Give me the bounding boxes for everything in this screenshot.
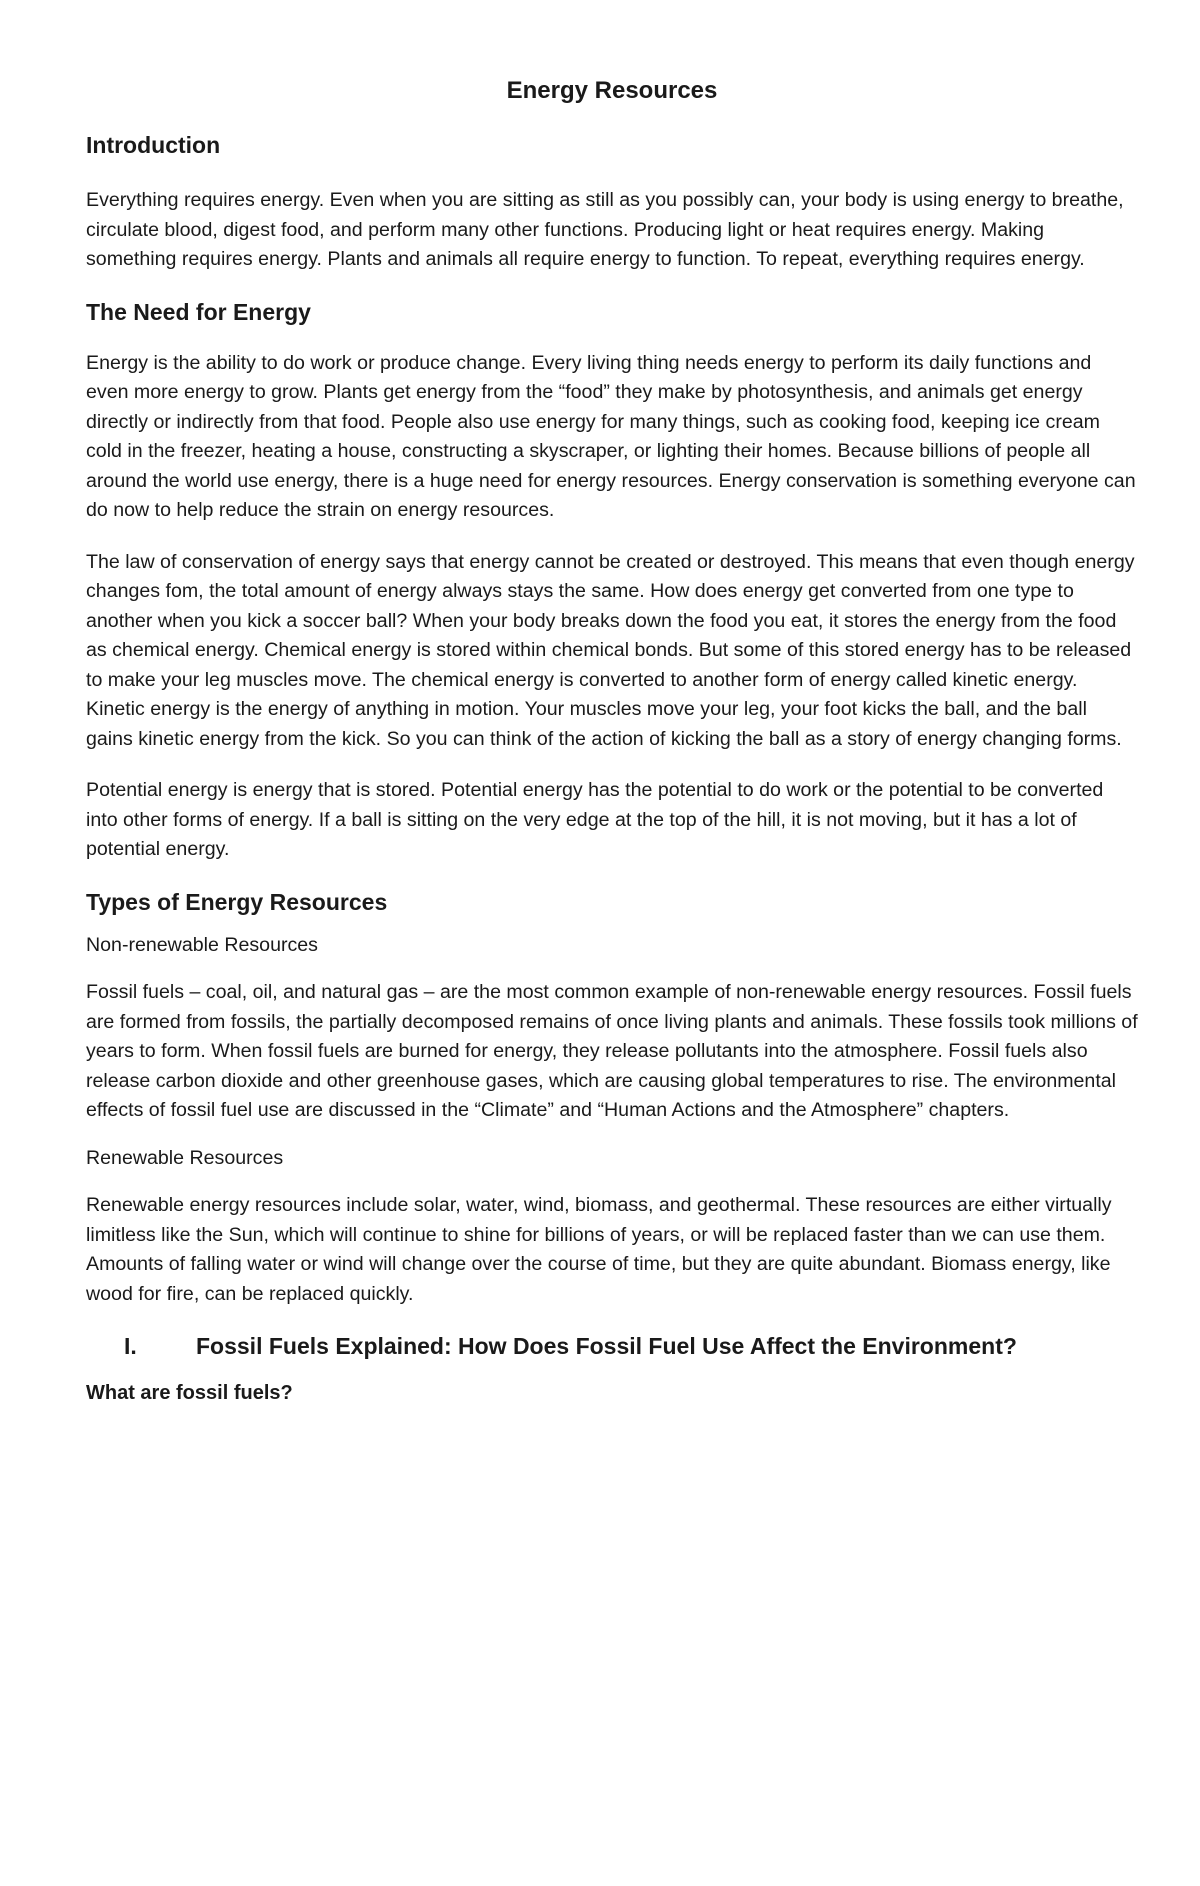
paragraph-introduction: Everything requires energy. Even when you are sitting as still as you possibly can, your body is using energy to breathe, circulate blood, digest food, and perform many other functions. Producing light or heat requires energy. Making something requires energy. Plants and animals all require energy to function. To repeat, everything requires energy.	[86, 189, 1124, 270]
paragraph-potential-energy: Potential energy is energy that is stored. Potential energy has the potential to do work or the potential to be converted into other forms of energy. If a ball is sitting on the very edge at the top of the hill, it is not moving, but it has a lot of potential energy.	[86, 779, 1104, 860]
heading-types-of-energy: Types of Energy Resources	[86, 888, 388, 915]
question-what-are-fossil-fuels: What are fossil fuels?	[86, 1382, 293, 1404]
paragraph-conservation-law: The law of conservation of energy says that energy cannot be created or destroyed. This means that even though energy changes fom, the total amount of energy always stays the same. How does energy get converted from one type to another when you kick a soccer ball? When your body breaks down the food you eat, it stores the energy from the food as chemical energy. Chemical energy is stored within chemical bonds. But some of this stored energy has to be released to make your leg muscles move. The chemical energy is converted to another form of energy called kinetic energy. Kinetic energy is the energy of anything in motion. Your muscles move your leg, your foot kicks the ball, and the ball gains kinetic energy from the kick. So you can think of the action of kicking the ball as a story of energy changing forms.	[86, 550, 1135, 750]
subheading-nonrenewable: Non-renewable Resources	[86, 933, 318, 956]
list-number: I.	[124, 1333, 137, 1359]
document-body	[86, 76, 1138, 1408]
numbered-heading-fossil-fuels	[86, 1331, 1138, 1361]
subheading-renewable: Renewable Resources	[86, 1146, 284, 1169]
heading-need-for-energy: The Need for Energy	[86, 298, 311, 325]
heading-fossil-fuels: Fossil Fuels Explained: How Does Fossil Fuel Use Affect the Environment?	[196, 1333, 1017, 1359]
document-title: Energy Resources	[506, 77, 718, 104]
paragraph-nonrenewable: Fossil fuels – coal, oil, and natural gas – are the most common example of non-renewable energy resources. Fossil fuels are formed from fossils, the partially decomposed remains of once living plants and animals. These fossils took millions of years to form. When fossil fuels are burned for energy, they release pollutants into the atmosphere. Fossil fuels also release carbon dioxide and other greenhouse gases, which are causing global temperatures to rise. The environmental effects of fossil fuel use are discussed in the “Climate” and “Human Actions and the Atmosphere” chapters.	[86, 981, 1138, 1121]
heading-introduction: Introduction	[86, 132, 221, 158]
paragraph-renewable: Renewable energy resources include solar, water, wind, biomass, and geothermal. These resources are either virtually limitless like the Sun, which will continue to shine for billions of years, or will be replaced faster than we can use them. Amounts of falling water or wind will change over the course of time, but they are quite abundant. Biomass energy, like wood for fire, can be replaced quickly.	[86, 1194, 1112, 1305]
paragraph-energy-definition: Energy is the ability to do work or produce change. Every living thing needs energy to perform its daily functions and even more energy to grow. Plants get energy from the “food” they make by photosynthesis, and animals get energy directly or indirectly from that food. People also use energy for many things, such as cooking food, keeping ice cream cold in the freezer, heating a house, constructing a skyscraper, or lighting their homes. Because billions of people all around the world use energy, there is a huge need for energy resources. Energy conservation is something everyone can do now to help reduce the strain on energy resources.	[86, 351, 1136, 521]
